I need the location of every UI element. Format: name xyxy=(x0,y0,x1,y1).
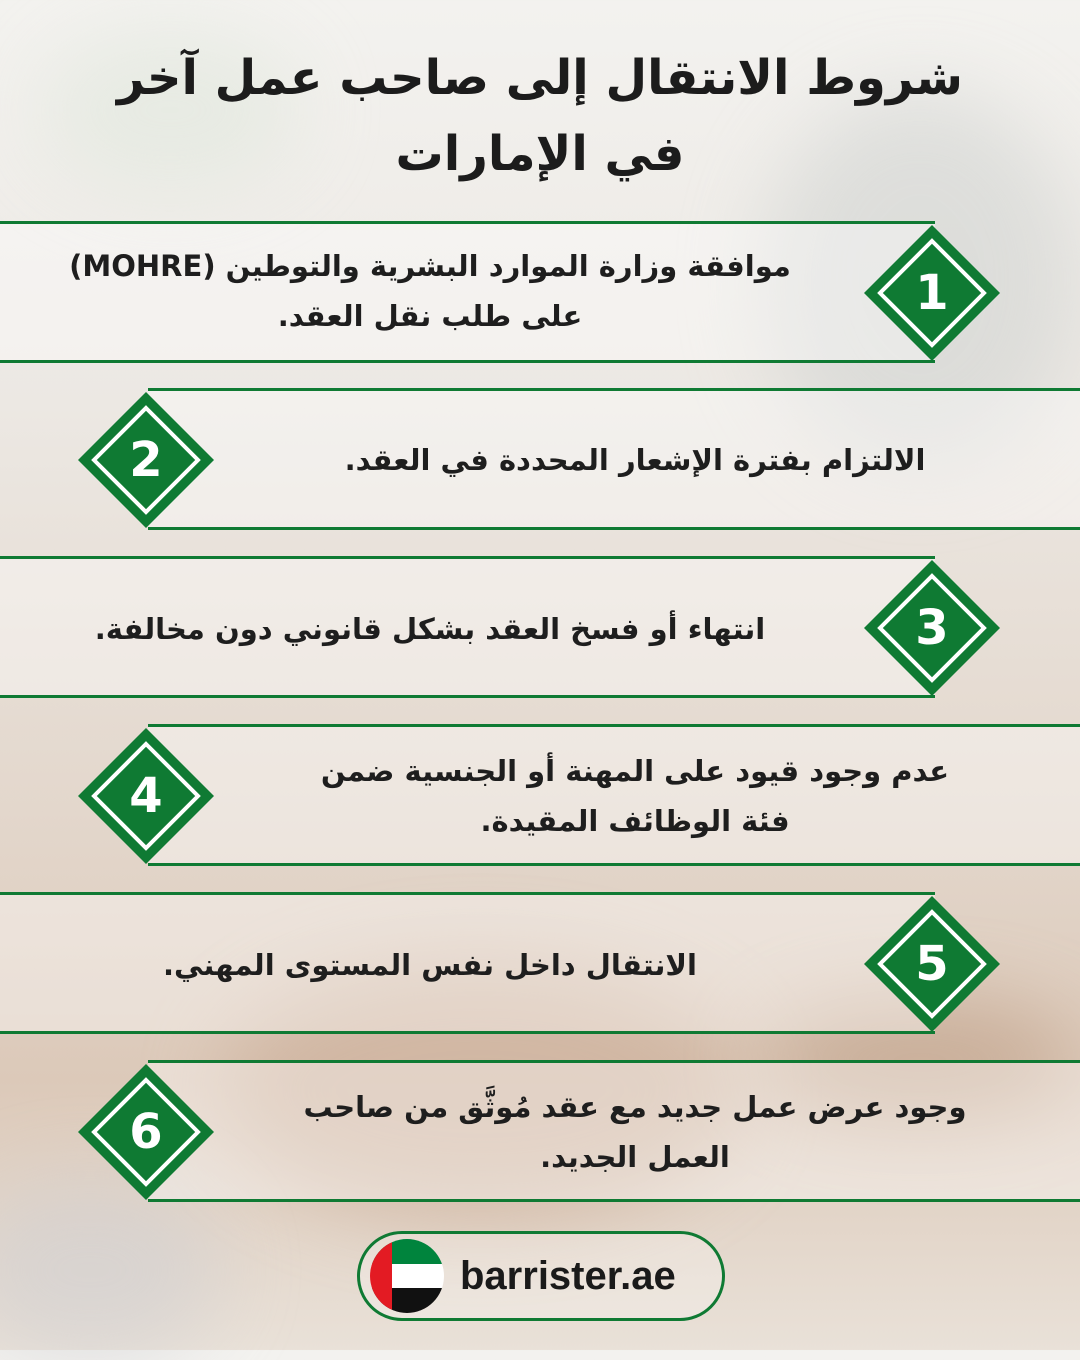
condition-text-5 xyxy=(40,940,820,990)
page-title xyxy=(0,40,1080,192)
condition-text-3 xyxy=(40,604,820,654)
number-badge-3 xyxy=(862,558,1002,698)
condition-text-4 xyxy=(240,746,1030,846)
brand-name: barrister.ae xyxy=(460,1254,676,1298)
condition-text-1 xyxy=(40,241,820,341)
badge-number-6: 6 xyxy=(129,1104,163,1160)
number-badge-4 xyxy=(76,726,216,866)
number-badge-1 xyxy=(862,223,1002,363)
condition-6-line2: العمل الجديد. xyxy=(540,1140,730,1174)
condition-1-line1: موافقة وزارة الموارد البشرية والتوطين (MOHRE) xyxy=(69,249,791,283)
condition-3-line1: انتهاء أو فسخ العقد بشكل قانوني دون مخالفة. xyxy=(94,612,766,646)
badge-number-2: 2 xyxy=(129,432,163,488)
condition-1-line2: على طلب نقل العقد. xyxy=(277,299,583,333)
uae-flag-icon xyxy=(370,1239,444,1313)
condition-2-line1: الالتزام بفترة الإشعار المحددة في العقد. xyxy=(344,443,926,477)
condition-text-2 xyxy=(240,435,1030,485)
badge-number-1: 1 xyxy=(915,265,949,321)
number-badge-5 xyxy=(862,894,1002,1034)
condition-4-line2: فئة الوظائف المقيدة. xyxy=(480,804,790,838)
page-title-line2: في الإمارات xyxy=(395,126,685,182)
badge-number-4: 4 xyxy=(129,768,163,824)
page-title-line1: شروط الانتقال إلى صاحب عمل آخر xyxy=(117,50,963,106)
condition-5-line1: الانتقال داخل نفس المستوى المهني. xyxy=(163,948,697,982)
condition-text-6 xyxy=(240,1082,1030,1182)
condition-4-line1: عدم وجود قيود على المهنة أو الجنسية ضمن xyxy=(320,754,950,788)
brand-logo-pill[interactable] xyxy=(357,1231,725,1321)
badge-number-3: 3 xyxy=(915,600,949,656)
number-badge-6 xyxy=(76,1062,216,1202)
badge-number-5: 5 xyxy=(915,936,949,992)
condition-6-line1: وجود عرض عمل جديد مع عقد مُوثَّق من صاحب xyxy=(303,1090,967,1124)
number-badge-2 xyxy=(76,390,216,530)
background-blur xyxy=(0,1180,220,1360)
